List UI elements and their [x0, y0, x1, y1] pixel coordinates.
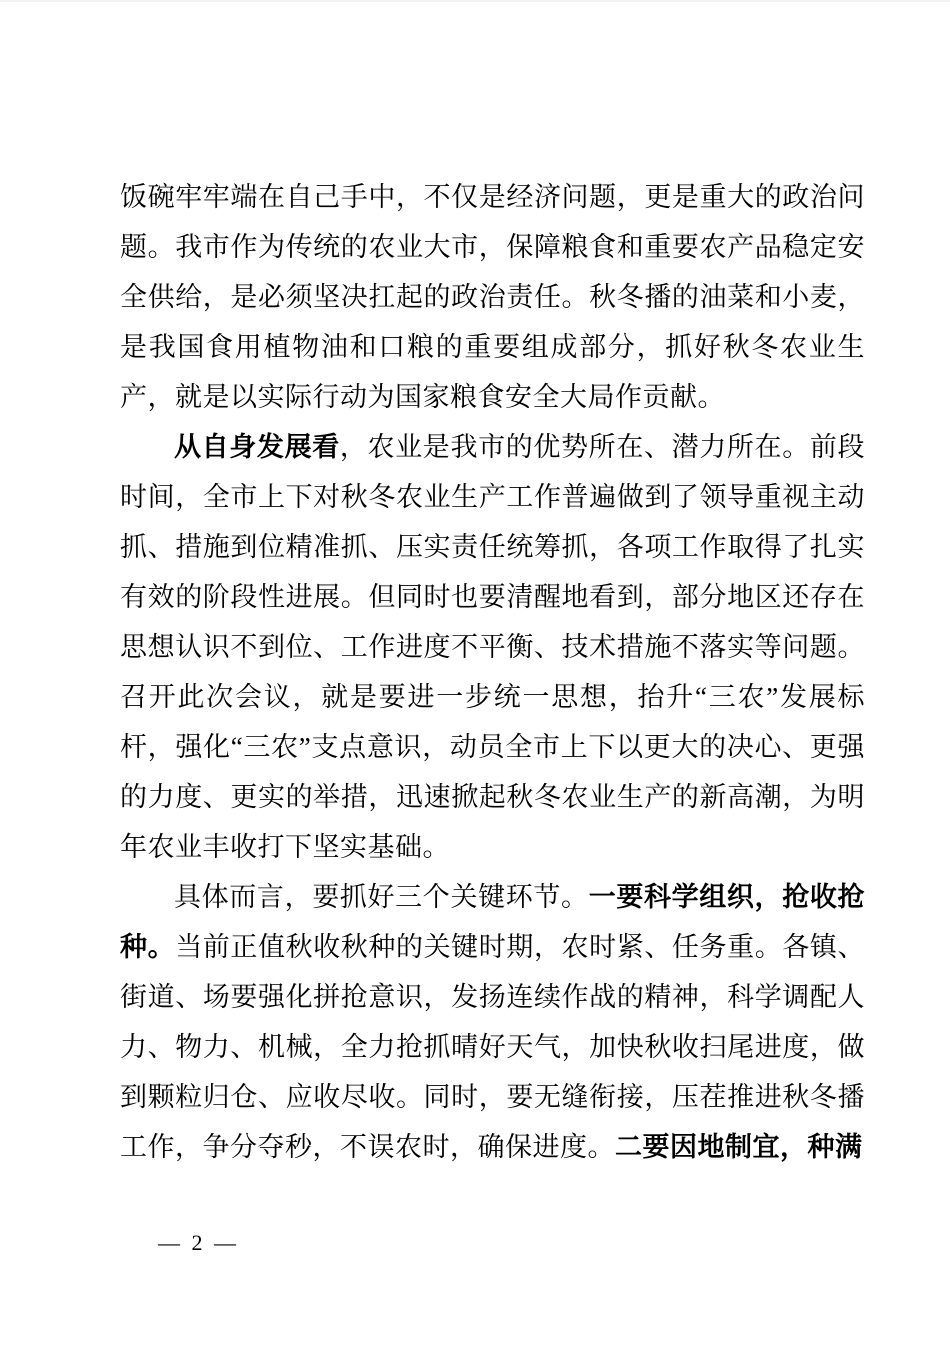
document-body — [120, 172, 865, 1172]
text-run: 饭碗牢牢端在自己手中，不仅是经济问题，更是重大的政治问题。我市作为传统的农业大市，保障粮食和重要农产品稳定安全供给，是必须坚决扛起的政治责任。秋冬播的油菜和小麦，是我国食用植物油和口粮的重要组成部分，抓好秋冬农业生产，就是以实际行动为国家粮食安全大局作贡献。 — [120, 182, 865, 412]
bold-text-run: 二要因地制宜，种满 — [615, 1132, 863, 1162]
paragraph — [120, 872, 865, 1172]
page-number: — 2 — — [158, 1230, 239, 1255]
text-run: ，农业是我市的优势所在、潜力所在。前段时间，全市上下对秋冬农业生产工作普遍做到了领导重视主动抓、措施到位精准抓、压实责任统筹抓，各项工作取得了扎实有效的阶段性进展。但同时也要清醒地看到，部分地区还存在思想认识不到位、工作进度不平衡、技术措施不落实等问题。召开此次会议，就是要进一步统一思想，抬升“三农”发展标杆，强化“三农”支点意识，动员全市上下以更大的决心、更强的力度、更实的举措，迅速掀起秋冬农业生产的新高潮，为明年农业丰收打下坚实基础。 — [120, 432, 865, 862]
bold-text-run: 从自身发展看 — [174, 432, 340, 462]
bold-text-run: 一要科学组织，抢收抢种。 — [120, 882, 865, 962]
paragraph — [120, 172, 865, 422]
text-run: 当前正值秋收秋种的关键时期，农时紧、任务重。各镇、街道、场要强化拼抢意识，发扬连续作战的精神，科学调配人力、物力、机械，全力抢抓晴好天气，加快秋收扫尾进度，做到颗粒归仓、应收尽收。同时，要无缝衔接，压茬推进秋冬播工作，争分夺秒，不误农时，确保进度。 — [120, 932, 866, 1162]
text-run: 具体而言，要抓好三个关键环节。 — [174, 882, 589, 912]
paragraph — [120, 422, 865, 872]
